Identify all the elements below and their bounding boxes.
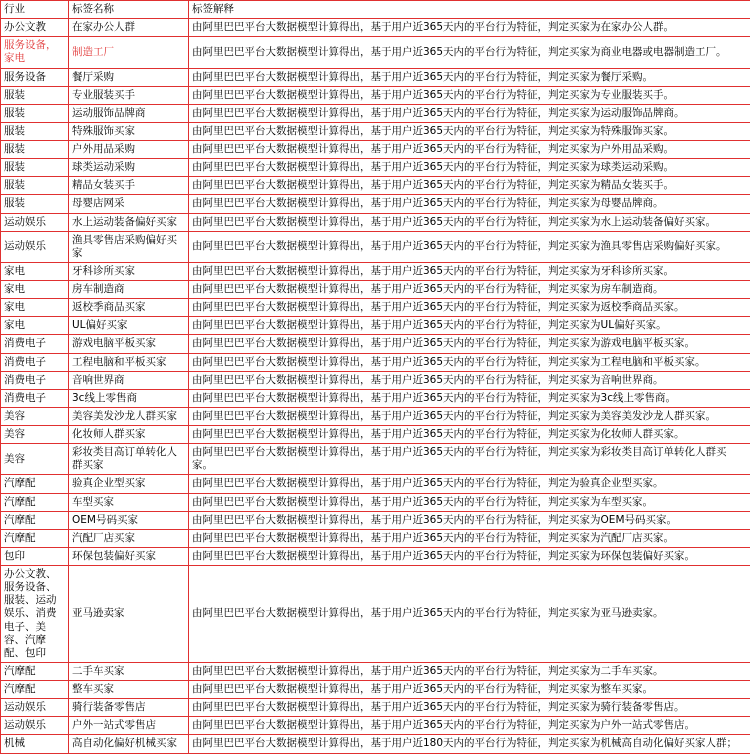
column-header-industry: 行业 bbox=[1, 1, 69, 19]
cell-industry: 运动娱乐 bbox=[1, 699, 69, 717]
cell-tag-name: 高自动化偏好机械买家 bbox=[69, 735, 189, 753]
table-row bbox=[1, 547, 750, 565]
cell-industry: 服装 bbox=[1, 141, 69, 159]
cell-tag-explanation: 由阿里巴巴平台大数据模型计算得出，基于用户近365天内的平台行为特征，判定买家为商业电器或电器制造工厂。 bbox=[189, 37, 750, 68]
table-row bbox=[1, 231, 750, 262]
table-row bbox=[1, 195, 750, 213]
cell-tag-name: OEM号码买家 bbox=[69, 511, 189, 529]
cell-tag-explanation: 由阿里巴巴平台大数据模型计算得出，基于用户近365天内的平台行为特征，判定买家为精品女装买手。 bbox=[189, 177, 750, 195]
table-row bbox=[1, 662, 750, 680]
cell-industry: 服装 bbox=[1, 177, 69, 195]
table-row bbox=[1, 529, 750, 547]
cell-tag-explanation: 由阿里巴巴平台大数据模型计算得出，基于用户近365天内的平台行为特征，判定买家为房车制造商。 bbox=[189, 281, 750, 299]
cell-industry: 美容 bbox=[1, 407, 69, 425]
cell-tag-name: 房车制造商 bbox=[69, 281, 189, 299]
cell-industry: 服务设备，家电 bbox=[1, 37, 69, 68]
table-row bbox=[1, 122, 750, 140]
cell-tag-name: 返校季商品买家 bbox=[69, 299, 189, 317]
table-row bbox=[1, 493, 750, 511]
table-row bbox=[1, 444, 750, 475]
cell-tag-name: 运动服饰品牌商 bbox=[69, 104, 189, 122]
cell-tag-name: 环保包装偏好买家 bbox=[69, 547, 189, 565]
table-row bbox=[1, 389, 750, 407]
cell-tag-explanation: 由阿里巴巴平台大数据模型计算得出，基于用户近365天内的平台行为特征，判定买家为整车买家。 bbox=[189, 681, 750, 699]
cell-tag-name: 音响世界商 bbox=[69, 371, 189, 389]
cell-tag-explanation: 由阿里巴巴平台大数据模型计算得出，基于用户近365天内的平台行为特征，判定买家为工程电脑和平板买家。 bbox=[189, 353, 750, 371]
cell-tag-explanation: 由阿里巴巴平台大数据模型计算得出，基于用户近365天内的平台行为特征，判定买家为专业服装买手。 bbox=[189, 86, 750, 104]
cell-industry: 运动娱乐 bbox=[1, 213, 69, 231]
cell-tag-name: 车型买家 bbox=[69, 493, 189, 511]
cell-tag-name: 母婴店网采 bbox=[69, 195, 189, 213]
cell-industry: 汽摩配 bbox=[1, 681, 69, 699]
cell-industry: 消费电子 bbox=[1, 335, 69, 353]
cell-tag-explanation: 由阿里巴巴平台大数据模型计算得出，基于用户近365天内的平台行为特征，判定买家为骑行装备零售店。 bbox=[189, 699, 750, 717]
cell-industry: 运动娱乐 bbox=[1, 231, 69, 262]
table-row bbox=[1, 335, 750, 353]
cell-tag-name: 亚马逊卖家 bbox=[69, 566, 189, 663]
cell-industry: 办公文教 bbox=[1, 19, 69, 37]
cell-tag-explanation: 由阿里巴巴平台大数据模型计算得出，基于用户近365天内的平台行为特征，判定买家为渔具零售店采购偏好买家。 bbox=[189, 231, 750, 262]
cell-tag-name: 二手车买家 bbox=[69, 662, 189, 680]
table-row bbox=[1, 717, 750, 735]
cell-tag-explanation: 由阿里巴巴平台大数据模型计算得出，基于用户近365天内的平台行为特征，判定买家为二手车买家。 bbox=[189, 662, 750, 680]
cell-tag-explanation: 由阿里巴巴平台大数据模型计算得出，基于用户近365天内的平台行为特征，判定买家为球类运动采购。 bbox=[189, 159, 750, 177]
cell-tag-name: 专业服装买手 bbox=[69, 86, 189, 104]
table-header bbox=[1, 1, 750, 19]
cell-industry: 汽摩配 bbox=[1, 493, 69, 511]
cell-tag-explanation: 由阿里巴巴平台大数据模型计算得出，基于用户近365天内的平台行为特征，判定买家为游戏电脑平板买家。 bbox=[189, 335, 750, 353]
cell-tag-name: 精品女装买手 bbox=[69, 177, 189, 195]
table-body bbox=[1, 19, 750, 753]
table-row bbox=[1, 317, 750, 335]
table-row bbox=[1, 699, 750, 717]
cell-tag-explanation: 由阿里巴巴平台大数据模型计算得出，基于用户近365天内的平台行为特征，判定买家为3c线上零售商。 bbox=[189, 389, 750, 407]
table-row bbox=[1, 281, 750, 299]
cell-tag-name: 特殊服饰买家 bbox=[69, 122, 189, 140]
cell-industry: 消费电子 bbox=[1, 371, 69, 389]
table-row bbox=[1, 299, 750, 317]
cell-tag-explanation: 由阿里巴巴平台大数据模型计算得出，基于用户近365天内的平台行为特征，判定买家为UL偏好买家。 bbox=[189, 317, 750, 335]
cell-tag-name: 化妆师人群买家 bbox=[69, 426, 189, 444]
table-row bbox=[1, 141, 750, 159]
cell-tag-name: 球类运动采购 bbox=[69, 159, 189, 177]
cell-tag-explanation: 由阿里巴巴平台大数据模型计算得出，基于用户近365天内的平台行为特征，判定买家为母婴品牌商。 bbox=[189, 195, 750, 213]
cell-tag-name: 水上运动装备偏好买家 bbox=[69, 213, 189, 231]
table-row bbox=[1, 86, 750, 104]
table-row bbox=[1, 262, 750, 280]
cell-tag-name: 在家办公人群 bbox=[69, 19, 189, 37]
cell-tag-name: 骑行装备零售店 bbox=[69, 699, 189, 717]
cell-tag-explanation: 由阿里巴巴平台大数据模型计算得出，基于用户近365天内的平台行为特征，判定买家为车型买家。 bbox=[189, 493, 750, 511]
cell-industry: 家电 bbox=[1, 281, 69, 299]
cell-industry: 汽摩配 bbox=[1, 529, 69, 547]
cell-industry: 家电 bbox=[1, 299, 69, 317]
cell-industry: 服装 bbox=[1, 86, 69, 104]
cell-tag-explanation: 由阿里巴巴平台大数据模型计算得出，基于用户近365天内的平台行为特征，判定买家为环保包装偏好买家。 bbox=[189, 547, 750, 565]
cell-industry: 美容 bbox=[1, 426, 69, 444]
cell-tag-explanation: 由阿里巴巴平台大数据模型计算得出，基于用户近180天内的平台行为特征，判定买家为机械高自动化偏好买家人群； bbox=[189, 735, 750, 753]
cell-industry: 服装 bbox=[1, 104, 69, 122]
table-row bbox=[1, 566, 750, 663]
cell-tag-explanation: 由阿里巴巴平台大数据模型计算得出，基于用户近365天内的平台行为特征，判定买家为运动服饰品牌商。 bbox=[189, 104, 750, 122]
cell-tag-name: 验真企业型买家 bbox=[69, 475, 189, 493]
cell-tag-name: 汽配厂店买家 bbox=[69, 529, 189, 547]
cell-industry: 家电 bbox=[1, 262, 69, 280]
cell-tag-name: UL偏好买家 bbox=[69, 317, 189, 335]
cell-tag-explanation: 由阿里巴巴平台大数据模型计算得出，基于用户近365天内的平台行为特征，判定买家为在家办公人群。 bbox=[189, 19, 750, 37]
cell-industry: 消费电子 bbox=[1, 353, 69, 371]
cell-industry: 服装 bbox=[1, 159, 69, 177]
cell-industry: 家电 bbox=[1, 317, 69, 335]
table-row bbox=[1, 104, 750, 122]
cell-tag-explanation: 由阿里巴巴平台大数据模型计算得出，基于用户近365天内的平台行为特征，判定买家为水上运动装备偏好买家。 bbox=[189, 213, 750, 231]
cell-tag-name: 游戏电脑平板买家 bbox=[69, 335, 189, 353]
table-row bbox=[1, 511, 750, 529]
cell-tag-explanation: 由阿里巴巴平台大数据模型计算得出，基于用户近365天内的平台行为特征，判定买家为美容美发沙龙人群买家。 bbox=[189, 407, 750, 425]
table-header-row bbox=[1, 1, 750, 19]
cell-tag-explanation: 由阿里巴巴平台大数据模型计算得出，基于用户近365天内的平台行为特征，判定买家为户外用品采购。 bbox=[189, 141, 750, 159]
column-header-tag-explanation: 标签解释 bbox=[189, 1, 750, 19]
table-row bbox=[1, 37, 750, 68]
cell-tag-name: 工程电脑和平板买家 bbox=[69, 353, 189, 371]
cell-industry: 消费电子 bbox=[1, 389, 69, 407]
cell-tag-name: 渔具零售店采购偏好买家 bbox=[69, 231, 189, 262]
cell-tag-explanation: 由阿里巴巴平台大数据模型计算得出，基于用户近365天内的平台行为特征，判定买家为特殊服饰买家。 bbox=[189, 122, 750, 140]
cell-tag-explanation: 由阿里巴巴平台大数据模型计算得出，基于用户近365天内的平台行为特征，判定买家为音响世界商。 bbox=[189, 371, 750, 389]
cell-tag-explanation: 由阿里巴巴平台大数据模型计算得出，基于用户近365天内的平台行为特征，判定买家为返校季商品买家。 bbox=[189, 299, 750, 317]
table-row bbox=[1, 681, 750, 699]
cell-industry: 汽摩配 bbox=[1, 662, 69, 680]
cell-tag-name: 户外一站式零售店 bbox=[69, 717, 189, 735]
cell-industry: 汽摩配 bbox=[1, 475, 69, 493]
table-row bbox=[1, 426, 750, 444]
table-row bbox=[1, 159, 750, 177]
table-row bbox=[1, 19, 750, 37]
table-row bbox=[1, 371, 750, 389]
column-header-tag-name: 标签名称 bbox=[69, 1, 189, 19]
cell-industry: 机械 bbox=[1, 735, 69, 753]
cell-tag-explanation: 由阿里巴巴平台大数据模型计算得出，基于用户近365天内的平台行为特征，判定买家为汽配厂店买家。 bbox=[189, 529, 750, 547]
table-row bbox=[1, 407, 750, 425]
cell-tag-name: 彩妆类目高订单转化人群买家 bbox=[69, 444, 189, 475]
cell-tag-explanation: 由阿里巴巴平台大数据模型计算得出，基于用户近365天内的平台行为特征，判定买家为牙科诊所买家。 bbox=[189, 262, 750, 280]
cell-tag-name: 美容美发沙龙人群买家 bbox=[69, 407, 189, 425]
table-row bbox=[1, 213, 750, 231]
table-row bbox=[1, 475, 750, 493]
cell-tag-name: 餐厅采购 bbox=[69, 68, 189, 86]
table-row bbox=[1, 735, 750, 753]
cell-tag-explanation: 由阿里巴巴平台大数据模型计算得出，基于用户近365天内的平台行为特征，判定买家为亚马逊卖家。 bbox=[189, 566, 750, 663]
cell-tag-name: 户外用品采购 bbox=[69, 141, 189, 159]
cell-industry: 运动娱乐 bbox=[1, 717, 69, 735]
cell-industry: 办公文教、服务设备、服装、运动娱乐、消费电子、美容、汽摩配、包印 bbox=[1, 566, 69, 663]
cell-tag-name: 牙科诊所买家 bbox=[69, 262, 189, 280]
table-row bbox=[1, 353, 750, 371]
table-row bbox=[1, 177, 750, 195]
cell-tag-explanation: 由阿里巴巴平台大数据模型计算得出，基于用户近365天内的平台行为特征，判定买家为户外一站式零售店。 bbox=[189, 717, 750, 735]
cell-industry: 美容 bbox=[1, 444, 69, 475]
cell-industry: 包印 bbox=[1, 547, 69, 565]
cell-tag-explanation: 由阿里巴巴平台大数据模型计算得出，基于用户近365天内的平台行为特征，判定买家为化妆师人群买家。 bbox=[189, 426, 750, 444]
cell-tag-name: 制造工厂 bbox=[69, 37, 189, 68]
cell-industry: 服装 bbox=[1, 195, 69, 213]
cell-tag-name: 3c线上零售商 bbox=[69, 389, 189, 407]
cell-tag-explanation: 由阿里巴巴平台大数据模型计算得出，基于用户近365天内的平台行为特征，判定买家为OEM号码买家。 bbox=[189, 511, 750, 529]
table-row bbox=[1, 68, 750, 86]
cell-tag-explanation: 由阿里巴巴平台大数据模型计算得出，基于用户近365天内的平台行为特征，判定为验真企业型买家。 bbox=[189, 475, 750, 493]
cell-industry: 服务设备 bbox=[1, 68, 69, 86]
cell-tag-explanation: 由阿里巴巴平台大数据模型计算得出，基于用户近365天内的平台行为特征，判定买家为餐厅采购。 bbox=[189, 68, 750, 86]
cell-tag-explanation: 由阿里巴巴平台大数据模型计算得出，基于用户近365天内的平台行为特征，判定买家为彩妆类目高订单转化人群买家。 bbox=[189, 444, 750, 475]
cell-industry: 服装 bbox=[1, 122, 69, 140]
cell-tag-name: 整车买家 bbox=[69, 681, 189, 699]
cell-industry: 汽摩配 bbox=[1, 511, 69, 529]
